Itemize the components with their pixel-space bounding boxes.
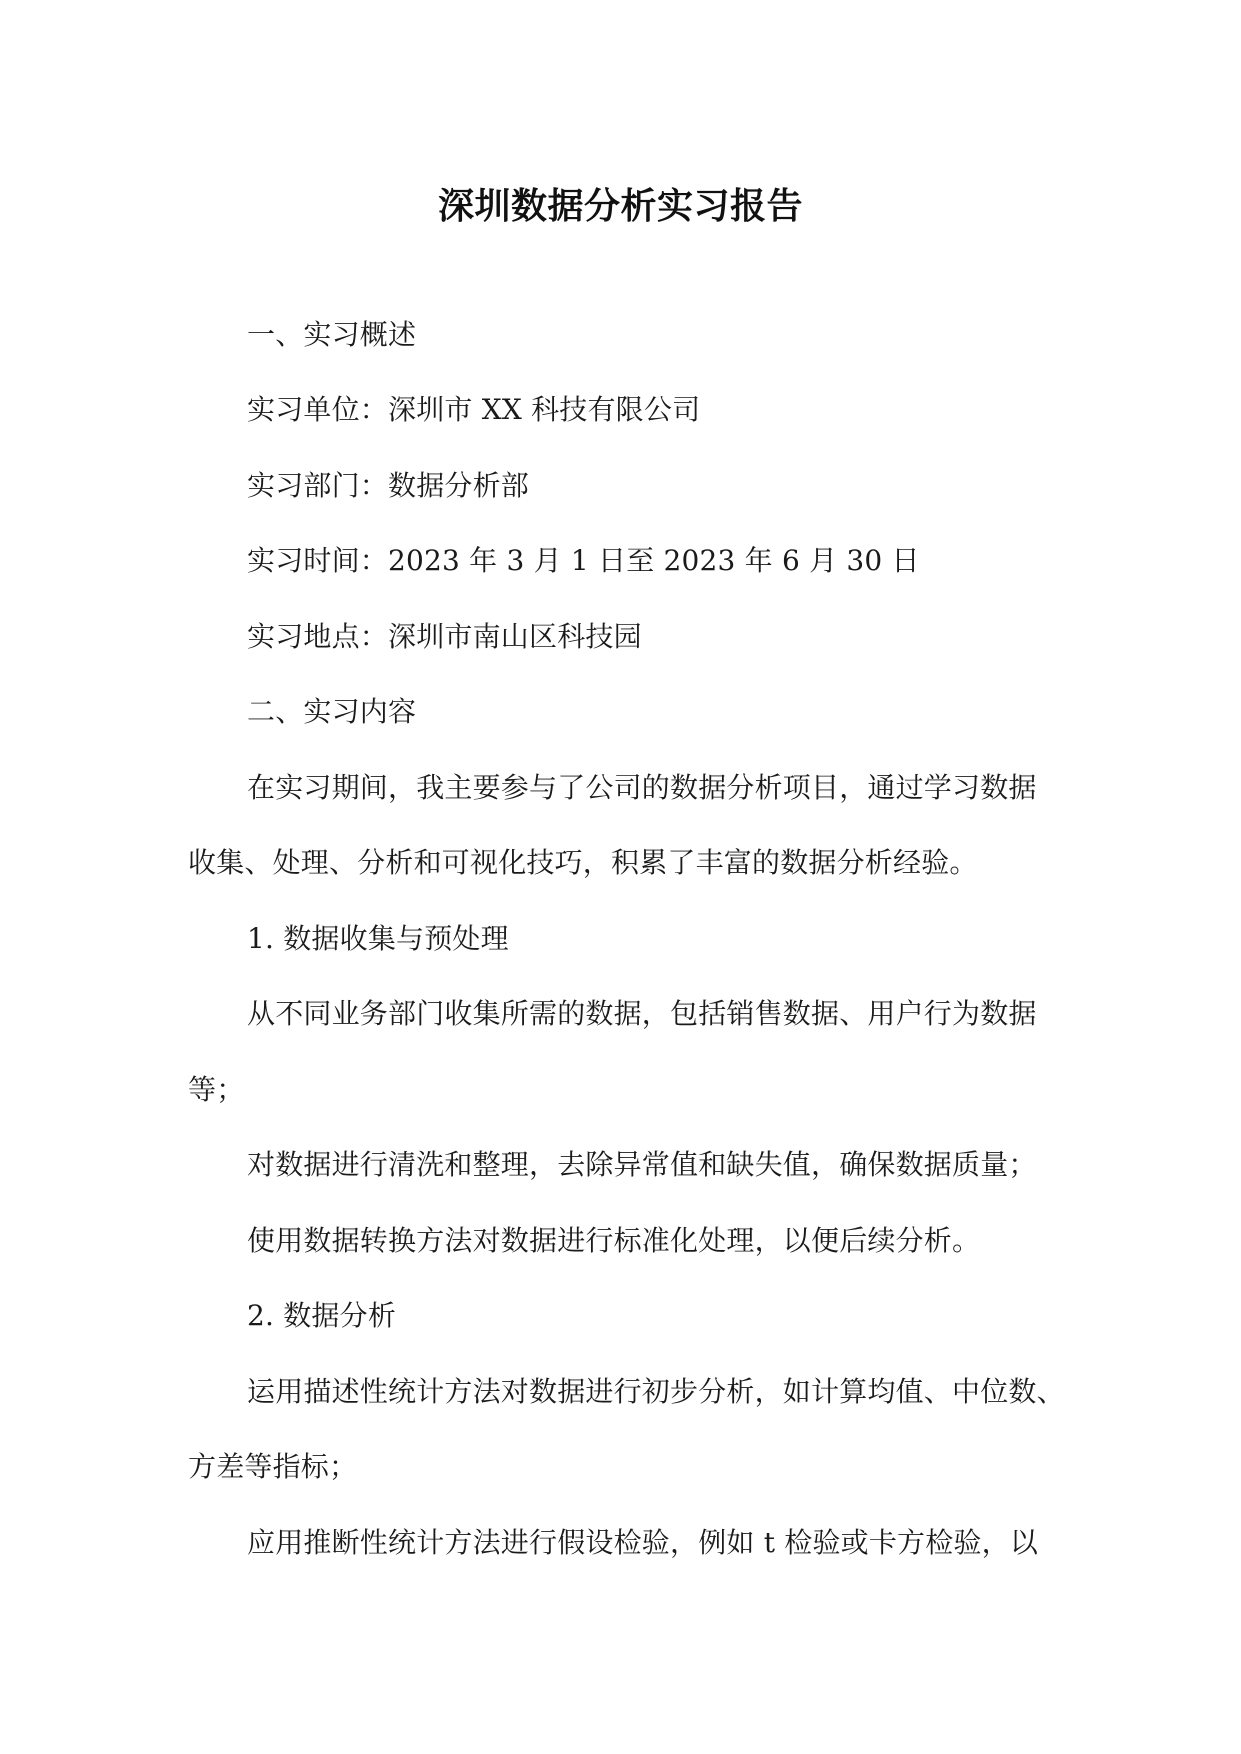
subheading-data-collection: 1. 数据收集与预处理	[247, 922, 509, 955]
paragraph-line: 从不同业务部门收集所需的数据，包括销售数据、用户行为数据	[247, 997, 1037, 1030]
paragraph-line: 应用推断性统计方法进行假设检验，例如 t 检验或卡方检验，以	[247, 1526, 1039, 1559]
section-heading-overview: 一、实习概述	[247, 318, 417, 351]
section-heading-content: 二、实习内容	[247, 695, 417, 728]
info-line-company: 实习单位：深圳市 XX 科技有限公司	[247, 393, 701, 426]
paragraph-line: 对数据进行清洗和整理，去除异常值和缺失值，确保数据质量；	[247, 1148, 1037, 1181]
subheading-data-analysis: 2. 数据分析	[247, 1299, 397, 1332]
paragraph-line: 在实习期间，我主要参与了公司的数据分析项目，通过学习数据	[247, 771, 1037, 804]
paragraph-line: 方差等指标；	[188, 1450, 358, 1483]
paragraph-line: 收集、处理、分析和可视化技巧，积累了丰富的数据分析经验。	[188, 846, 978, 879]
info-line-location: 实习地点：深圳市南山区科技园	[247, 620, 642, 653]
paragraph-line: 等；	[188, 1073, 245, 1106]
info-line-period: 实习时间：2023 年 3 月 1 日至 2023 年 6 月 30 日	[247, 544, 920, 577]
info-line-department: 实习部门：数据分析部	[247, 469, 530, 502]
paragraph-line: 使用数据转换方法对数据进行标准化处理，以便后续分析。	[247, 1224, 981, 1257]
paragraph-line: 运用描述性统计方法对数据进行初步分析，如计算均值、中位数、	[247, 1375, 1065, 1408]
document-title: 深圳数据分析实习报告	[437, 186, 803, 227]
